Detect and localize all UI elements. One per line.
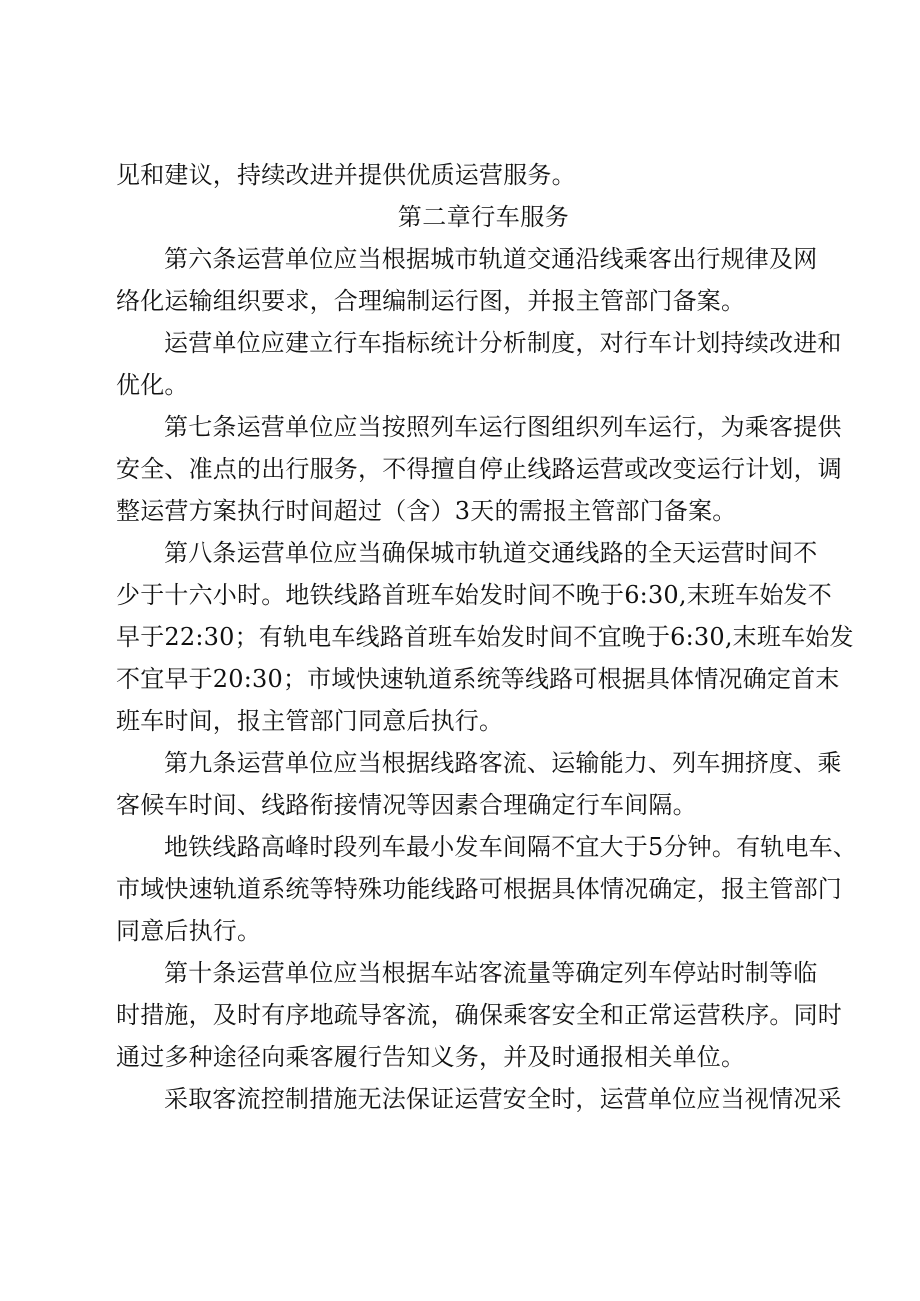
paragraph-line: 安全、准点的出行服务，不得擅自停止线路运营或改变运行计划，调	[116, 455, 842, 483]
chapter-title: 第二章行车服务	[397, 203, 570, 231]
paragraph-line: 时措施，及时有序地疏导客流，确保乘客安全和正常运营秩序。同时	[116, 1001, 842, 1029]
paragraph-line: 地铁线路高峰时段列车最小发车间隔不宜大于5分钟。有轨电车、	[164, 833, 858, 861]
paragraph-line: 整运营方案执行时间超过（含）3天的需报主管部门备案。	[116, 497, 737, 525]
paragraph-line: 少于十六小时。地铁线路首班车始发时间不晚于6:30,末班车始发不	[116, 581, 832, 609]
paragraph-line: 见和建议，持续改进并提供优质运营服务。	[116, 161, 576, 189]
paragraph-line: 第九条运营单位应当根据线路客流、运输能力、列车拥挤度、乘	[164, 749, 842, 777]
paragraph-line: 第十条运营单位应当根据车站客流量等确定列车停站时制等临	[164, 959, 818, 987]
paragraph-line: 络化运输组织要求，合理编制运行图，并报主管部门备案。	[116, 287, 746, 315]
paragraph-line: 早于22:30；有轨电车线路首班车始发时间不宜晚于6:30,末班车始发	[116, 623, 854, 651]
paragraph-line: 优化。	[116, 371, 189, 399]
paragraph-line: 同意后执行。	[116, 917, 262, 945]
paragraph-line: 班车时间，报主管部门同意后执行。	[116, 707, 504, 735]
paragraph-line: 客候车时间、线路衔接情况等因素合理确定行车间隔。	[116, 791, 697, 819]
paragraph-line: 市域快速轨道系统等特殊功能线路可根据具体情况确定，报主管部门	[116, 875, 842, 903]
paragraph-line: 不宜早于20:30；市域快速轨道系统等线路可根据具体情况确定首末	[116, 665, 840, 693]
paragraph-line: 第七条运营单位应当按照列车运行图组织列车运行，为乘客提供	[164, 413, 842, 441]
paragraph-line: 通过多种途径向乘客履行告知义务，并及时通报相关单位。	[116, 1043, 746, 1071]
paragraph-line: 运营单位应建立行车指标统计分析制度，对行车计划持续改进和	[164, 329, 842, 357]
document-body	[116, 154, 858, 1120]
paragraph-line: 采取客流控制措施无法保证运营安全时，运营单位应当视情况采	[164, 1085, 842, 1113]
paragraph-line: 第八条运营单位应当确保城市轨道交通线路的全天运营时间不	[164, 539, 818, 567]
paragraph-line: 第六条运营单位应当根据城市轨道交通沿线乘客出行规律及网	[164, 245, 818, 273]
